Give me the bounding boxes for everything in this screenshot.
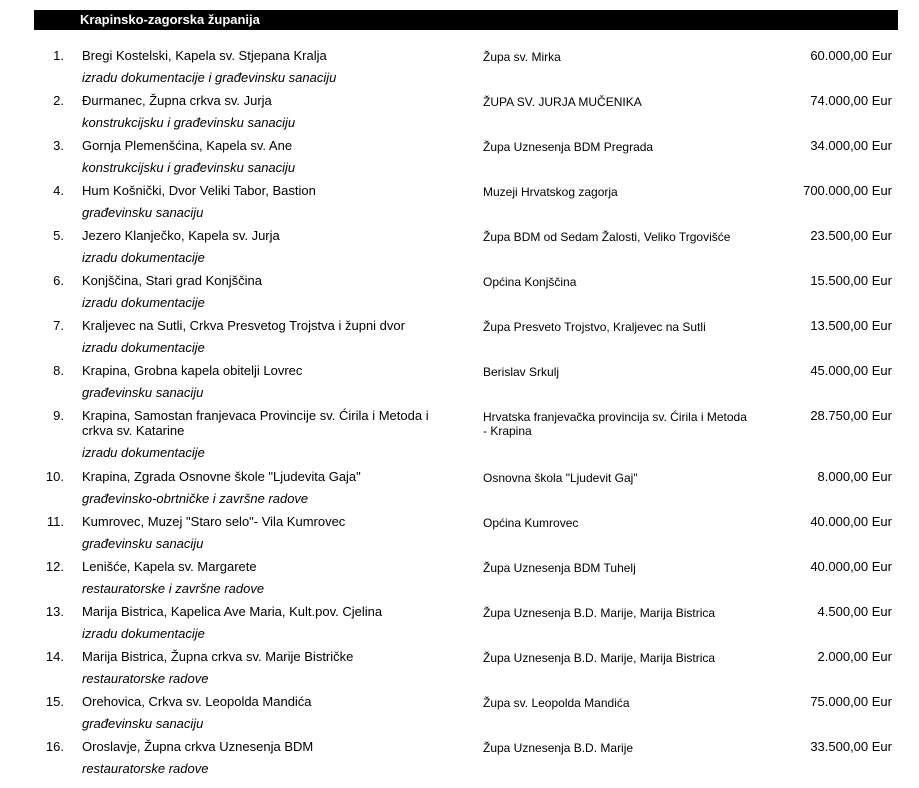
row-work-type: građevinsku sanaciju bbox=[82, 205, 204, 220]
row-amount: 13.500,00 Eur bbox=[810, 318, 892, 333]
row-institution: Župa Uznesenja B.D. Marije bbox=[483, 741, 634, 755]
row-institution: Župa sv. Leopolda Mandića bbox=[483, 696, 630, 710]
row-location: Marija Bistrica, Kapelica Ave Maria, Kult.pov. Cjelina bbox=[82, 604, 383, 619]
row-institution: Župa Uznesenja BDM Pregrada bbox=[483, 140, 654, 154]
row-work-type: izradu dokumentacije bbox=[82, 295, 205, 310]
row-location: Hum Košnički, Dvor Veliki Tabor, Bastion bbox=[82, 183, 316, 198]
row-number: 14. bbox=[45, 649, 64, 664]
row-work-type: građevinsku sanaciju bbox=[82, 716, 204, 731]
row-amount: 34.000,00 Eur bbox=[810, 138, 892, 153]
row-number: 4. bbox=[53, 183, 64, 198]
row-amount: 4.500,00 Eur bbox=[817, 604, 892, 619]
row-institution: Župa Uznesenja BDM Tuhelj bbox=[483, 561, 636, 575]
row-location: Oroslavje, Župna crkva Uznesenja BDM bbox=[82, 739, 314, 754]
row-location: Konjščina, Stari grad Konjščina bbox=[82, 273, 262, 288]
row-location: Kraljevec na Sutli, Crkva Presvetog Trojstva i župni dvor bbox=[82, 318, 405, 333]
row-number: 2. bbox=[53, 93, 64, 108]
row-number: 6. bbox=[53, 273, 64, 288]
row-location: Gornja Plemenšćina, Kapela sv. Ane bbox=[82, 138, 293, 153]
row-amount: 15.500,00 Eur bbox=[810, 273, 892, 288]
row-location: Orehovica, Crkva sv. Leopolda Mandića bbox=[82, 694, 312, 709]
row-work-type: izradu dokumentacije bbox=[82, 445, 205, 460]
row-work-type: izradu dokumentacije i građevinsku sanaciju bbox=[82, 70, 337, 85]
row-work-type: restauratorske radove bbox=[82, 671, 209, 686]
row-location: Marija Bistrica, Župna crkva sv. Marije Bistričke bbox=[82, 649, 354, 664]
row-number: 10. bbox=[45, 469, 64, 484]
row-work-type: restauratorske radove bbox=[82, 761, 209, 776]
row-institution: Župa sv. Mirka bbox=[483, 50, 561, 64]
row-number: 7. bbox=[53, 318, 64, 333]
row-institution: ŽUPA SV. JURJA MUČENIKA bbox=[483, 95, 642, 109]
row-number: 16. bbox=[45, 739, 64, 754]
row-work-type: restauratorske i završne radove bbox=[82, 581, 265, 596]
row-institution: Berislav Srkulj bbox=[483, 365, 560, 379]
row-institution: Župa Uznesenja B.D. Marije, Marija Bistrica bbox=[483, 606, 716, 620]
row-amount: 700.000,00 Eur bbox=[803, 183, 892, 198]
row-amount: 23.500,00 Eur bbox=[810, 228, 892, 243]
row-work-type: konstrukcijsku i građevinsku sanaciju bbox=[82, 160, 296, 175]
row-work-type: građevinsko-obrtničke i završne radove bbox=[82, 491, 309, 506]
row-number: 5. bbox=[53, 228, 64, 243]
row-amount: 2.000,00 Eur bbox=[817, 649, 892, 664]
row-number: 15. bbox=[45, 694, 64, 709]
row-location: Lenišće, Kapela sv. Margarete bbox=[82, 559, 257, 574]
row-amount: 45.000,00 Eur bbox=[810, 363, 892, 378]
row-amount: 8.000,00 Eur bbox=[817, 469, 892, 484]
row-work-type: izradu dokumentacije bbox=[82, 340, 205, 355]
row-work-type: izradu dokumentacije bbox=[82, 250, 205, 265]
row-number: 3. bbox=[53, 138, 64, 153]
row-amount: 60.000,00 Eur bbox=[810, 48, 892, 63]
row-location: Kumrovec, Muzej "Staro selo"- Vila Kumrovec bbox=[82, 514, 346, 529]
row-location: Bregi Kostelski, Kapela sv. Stjepana Kralja bbox=[82, 48, 327, 63]
row-location: Đurmanec, Župna crkva sv. Jurja bbox=[82, 93, 272, 108]
row-work-type: građevinsku sanaciju bbox=[82, 536, 204, 551]
row-number: 8. bbox=[53, 363, 64, 378]
row-location: Jezero Klanječko, Kapela sv. Jurja bbox=[82, 228, 280, 243]
row-amount: 40.000,00 Eur bbox=[810, 514, 892, 529]
row-number: 12. bbox=[45, 559, 64, 574]
row-location: Krapina, Zgrada Osnovne škole "Ljudevita Gaja" bbox=[82, 469, 361, 484]
row-institution: Osnovna škola "Ljudevit Gaj" bbox=[483, 471, 638, 485]
row-amount: 33.500,00 Eur bbox=[810, 739, 892, 754]
row-number: 1. bbox=[53, 48, 64, 63]
row-institution: Muzeji Hrvatskog zagorja bbox=[483, 185, 618, 199]
row-institution: Župa Uznesenja B.D. Marije, Marija Bistrica bbox=[483, 651, 716, 665]
row-amount: 75.000,00 Eur bbox=[810, 694, 892, 709]
row-number: 13. bbox=[45, 604, 64, 619]
row-work-type: izradu dokumentacije bbox=[82, 626, 205, 641]
row-number: 9. bbox=[53, 408, 64, 423]
row-institution: Općina Konjščina bbox=[483, 275, 577, 289]
row-amount: 28.750,00 Eur bbox=[810, 408, 892, 423]
row-work-type: konstrukcijsku i građevinsku sanaciju bbox=[82, 115, 296, 130]
row-amount: 74.000,00 Eur bbox=[810, 93, 892, 108]
row-number: 11. bbox=[46, 514, 64, 529]
row-location: Krapina, Grobna kapela obitelji Lovrec bbox=[82, 363, 303, 378]
row-institution: Župa Presveto Trojstvo, Kraljevec na Sutli bbox=[483, 320, 706, 334]
row-amount: 40.000,00 Eur bbox=[810, 559, 892, 574]
section-title: Krapinsko-zagorska županija bbox=[80, 12, 260, 27]
row-institution: Općina Kumrovec bbox=[483, 516, 579, 530]
row-institution: Župa BDM od Sedam Žalosti, Veliko Trgovišće bbox=[483, 230, 731, 244]
row-institution: Hrvatska franjevačka provincija sv. Ćirila i Metoda - Krapina bbox=[483, 410, 747, 438]
row-location: Krapina, Samostan franjevaca Provincije sv. Ćirila i Metoda i crkva sv. Katarine bbox=[82, 408, 429, 438]
row-work-type: građevinsku sanaciju bbox=[82, 385, 204, 400]
